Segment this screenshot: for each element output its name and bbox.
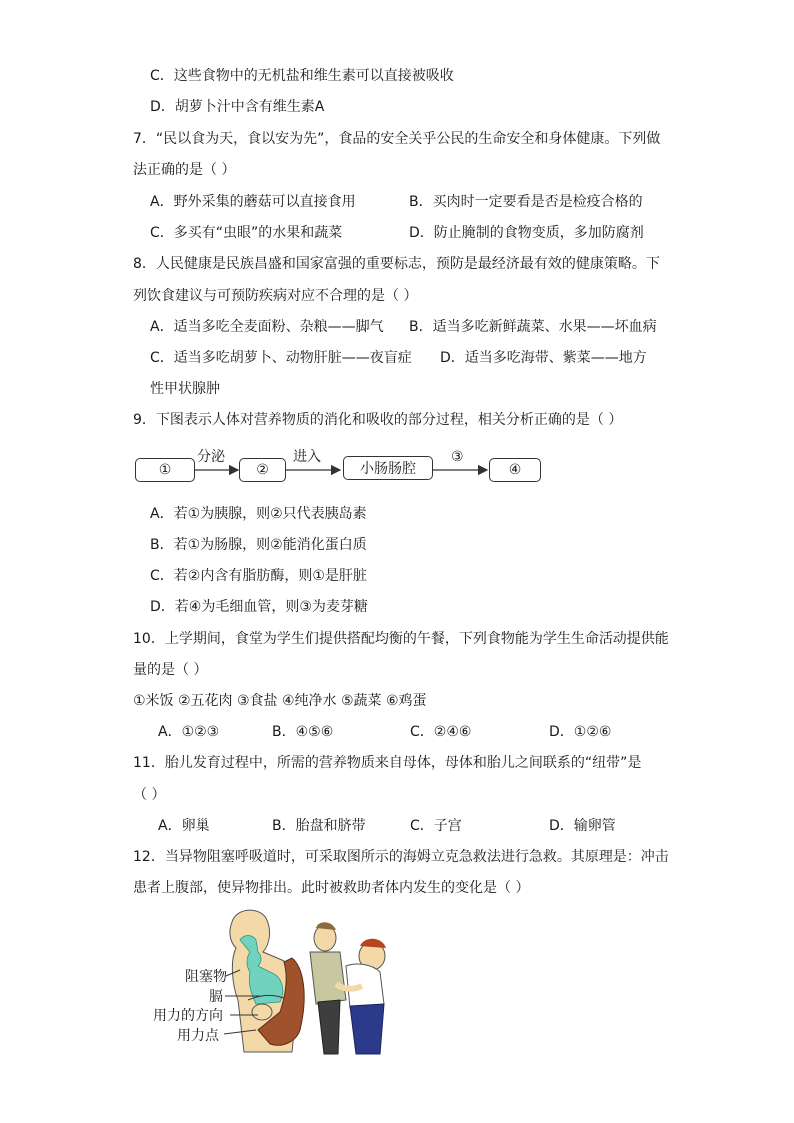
flow-box-3: 小肠肠腔 (343, 456, 433, 480)
q8-option-c: C．适当多吃胡萝卜、动物肝脏——夜盲症 (150, 350, 412, 366)
label-obstruction: 阻塞物 (185, 969, 227, 985)
q8-option-b: B．适当多吃新鲜蔬菜、水果——坏血病 (409, 319, 657, 335)
flow-label-3: ③ (451, 449, 464, 465)
q10-food-items: ①米饭 ②五花肉 ③食盐 ④纯净水 ⑤蔬菜 ⑥鸡蛋 (133, 693, 427, 709)
cross-section-body (230, 910, 304, 1052)
q9-option-d: D．若④为毛细血管，则③为麦芽糖 (150, 599, 368, 615)
q8-option-d: D．适当多吃海带、紫菜——地方 (440, 350, 647, 366)
q7-stem-line1: 7．“民以食为天，食以安为先”，食品的安全关乎公民的生命安全和身体健康。下列做 (133, 131, 661, 147)
q10-option-c: C．②④⑥ (410, 724, 472, 740)
q10-option-a: A．①②③ (158, 724, 220, 740)
q9-option-a: A．若①为胰腺，则②只代表胰岛素 (150, 506, 367, 522)
q8-stem-line1: 8．人民健康是民族昌盛和国家富强的重要标志，预防是最经济最有效的健康策略。下 (133, 256, 660, 272)
q10-option-d: D．①②⑥ (549, 724, 612, 740)
q12-stem-line1: 12．当异物阻塞呼吸道时，可采取图所示的海姆立克急救法进行急救。其原理是：冲击 (133, 849, 669, 865)
q10-option-b: B．④⑤⑥ (272, 724, 334, 740)
label-diaphragm: 膈 (209, 989, 223, 1005)
label-force-point: 用力点 (177, 1028, 219, 1044)
q12-stem-line2: 患者上腹部，使异物排出。此时被救助者体内发生的变化是（ ） (133, 880, 530, 896)
q6-option-d: D．胡萝卜汁中含有维生素A (150, 99, 325, 115)
q11-option-d: D．输卵管 (549, 818, 616, 834)
q11-option-c: C．子宫 (410, 818, 462, 834)
flow-box-4: ④ (489, 458, 541, 482)
q9-option-c: C．若②内含有脂肪酶，则①是肝脏 (150, 568, 367, 584)
q11-stem-line2: （ ） (133, 787, 166, 803)
q7-option-d: D．防止腌制的食物变质，多加防腐剂 (409, 225, 644, 241)
q9-option-b: B．若①为肠腺，则②能消化蛋白质 (150, 537, 367, 553)
q11-option-b: B．胎盘和脐带 (272, 818, 366, 834)
q7-option-a: A．野外采集的蘑菇可以直接食用 (150, 194, 356, 210)
q10-stem-line1: 10．上学期间，食堂为学生们提供搭配均衡的午餐，下列食物能为学生生命活动提供能 (133, 631, 669, 647)
flow-label-enter: 进入 (293, 449, 321, 465)
q9-stem: 9．下图表示人体对营养物质的消化和吸收的部分过程，相关分析正确的是（ ） (133, 412, 623, 428)
q11-stem-line1: 11．胎儿发育过程中，所需的营养物质来自母体，母体和胎儿之间联系的“纽带”是 (133, 755, 642, 771)
q10-stem-line2: 量的是（ ） (133, 662, 208, 678)
q7-option-c: C．多买有“虫眼”的水果和蔬菜 (150, 225, 343, 241)
label-force-direction: 用力的方向 (153, 1008, 223, 1024)
q8-option-a: A．适当多吃全麦面粉、杂粮——脚气 (150, 319, 384, 335)
q8-stem-line2: 列饮食建议与可预防疾病对应不合理的是（ ） (133, 288, 418, 304)
flow-box-1: ① (135, 458, 195, 482)
flow-box-2: ② (239, 458, 286, 482)
q6-option-c: C．这些食物中的无机盐和维生素可以直接被吸收 (150, 68, 454, 84)
q7-stem-line2: 法正确的是（ ） (133, 162, 236, 178)
q8-option-d-cont: 性甲状腺肿 (150, 381, 220, 397)
q7-option-b: B．买肉时一定要看是否是检疫合格的 (409, 194, 643, 210)
flow-label-secrete: 分泌 (197, 449, 225, 465)
q11-option-a: A．卵巢 (158, 818, 210, 834)
